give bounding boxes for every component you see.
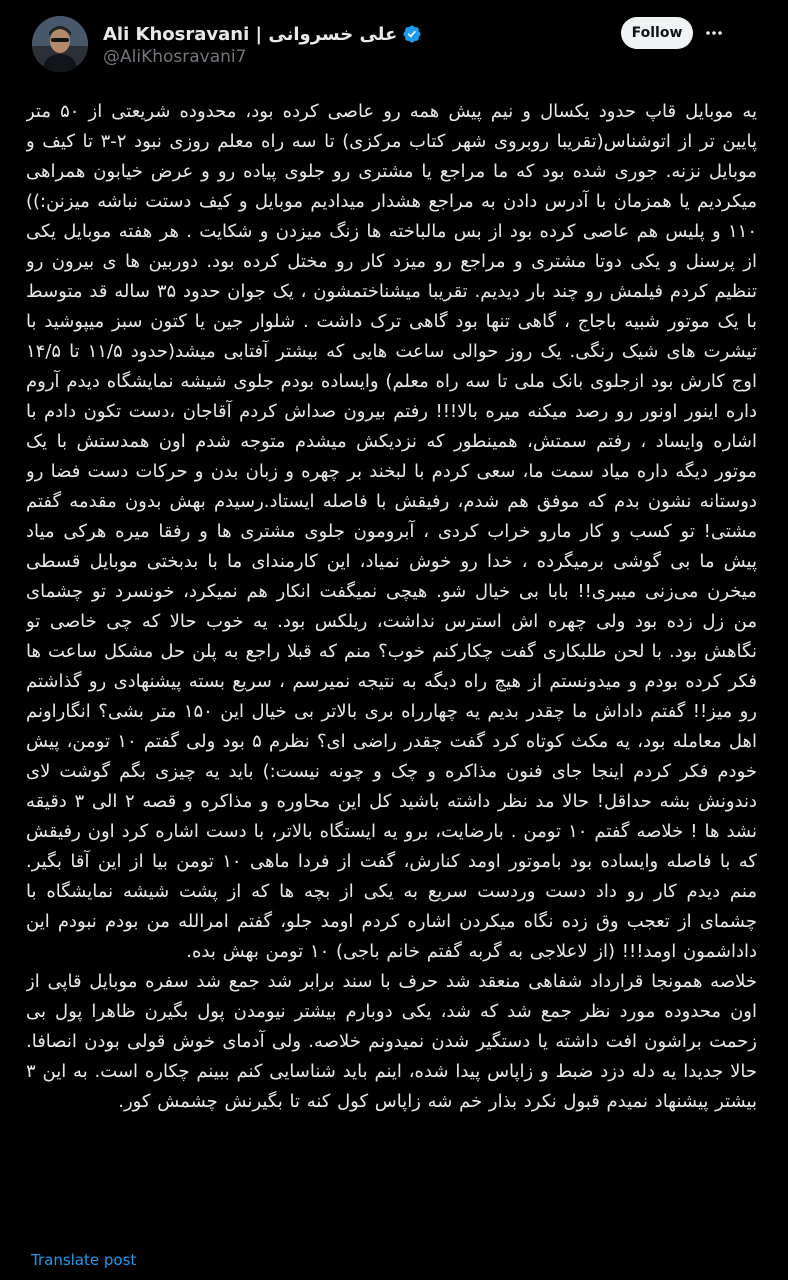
more-options-icon[interactable] [698,17,730,49]
post-paragraph: یه موبایل قاپ حدود یکسال و نیم پیش همه رو عاصی کرده بود، محدوده شریعتی از ۵۰ متر پایین تر از اتوشناس(تقریبا روبروی شهر کتاب مرکزی) تا سه راه معلم روزی نبود ۲-۳ تا کیف و موبایل نزنه. جوری شده بود که ما مراجع یا مشتری رو جلوی پیاده رو و عرض خیابون همراهی میکردیم یا همزمان با آدرس دادن به مراجع هشدار میدادیم موبایل و کیف دستت نباشه میزنن:)) ۱۱۰ و پلیس هم عاصی کرده بود از بس مالباخته ها زنگ میزدن و شکایت . هر هفته موبایل یکی از پرسنل و یکی دوتا مشتری و مراجع رو میزد کار رو مختل کرده بود. دوربین ها ی بیرون رو تنظیم کردم فیلمش رو چند بار دیدیم. تقریبا میشناختمشون ، یک جوان حدود ۳۵ ساله قد متوسط با یک موتور شبیه باجاج ، گاهی تنها بود گاهی ترک داشت . شلوار جین یا کتون سبز میپوشید با تیشرت های شیک رنگی. یک روز حوالی ساعت هایی که بیشتر آفتابی میشد(حدود ۱۱/۵ تا ۱۴/۵ اوج کارش بود ازجلوی بانک ملی تا سه راه معلم) وایساده بودم جلوی شیشه نمایشگاه دیدم آروم داره اینور اونور رو رصد میکنه میره بالا!!! رفتم بیرون صداش کردم آقاجان ،دست تکون دادم با اشاره وایساد ، رفتم سمتش، همینطور که نزدیکش میشدم متوجه شدم اون همدستش با یک موتور دیگه داره میاد سمت ما، سعی کردم با لبخند بر چهره و زبان بدن و حرکات دست فضا رو دوستانه نشون بدم که موفق هم شدم، رفیقش با فاصله ایستاد.رسیدم بهش بدون مقدمه گفتم مشتی! تو کسب و کار مارو خراب کردی ، آبرومون جلوی مشتری ها و رفقا میره هرکی میاد پیش ما بی گوشی برمیگرده ، خدا رو خوش نمیاد، این کارمندای ما با بدبختی موبایل قسطی میخرن می‌زنی میبری!! بابا بی خیال شو. هیچی نمیگفت انکار هم نمیکرد، خونسرد تو چشمای من زل زده بود ولی چهره اش استرس نداشت، ریلکس بود. یه خوب حالا که چی خاصی تو نگاهش بود. با لحن طلبکاری گفت چکارکنم خوب؟ منم که قبلا راجع به پلن حل مشکل ساعت ها فکر کرده بودم و میدونستم از هیچ راه دیگه به نتیجه نمیرسم ، سریع بسته پیشنهادی رو گذاشتم رو میز!! گفتم داداش ما چقدر بدیم یه چهارراه بری بالاتر بی خیال این ۱۵۰ متر بشی؟ انگاراونم اهل معامله بود، یه مکث کوتاه کرد گفت چقدر راضی ای؟ نظرم ۵ بود ولی گفتم ۱۰ تومن، پیش خودم فکر کردم اینجا جای فنون مذاکره و چک و چونه نیست:) باید یه چیزی بگم گوشت لای دندونش بشه حداقل! حالا مد نظر داشته باشید کل این محاوره و مذاکره و قصه ۲ الی ۳ دقیقه نشد ها ! خلاصه گفتم ۱۰ تومن . بارضایت، برو یه ایستگاه بالاتر، با دست اشاره کرد اون رفیقش که با فاصله وایساده بود باموتور اومد کنارش، گفت از فردا ماهی ۱۰ تومن بیا از این آقا بگیر. منم دیدم کار رو داد دست وردست سریع به یکی از بچه ها که از پشت شیشه نمایشگاه با چشمای از تعجب وق زده نگاه میکردن اشاره کردم اومد جلو، گفتم امرالله من بودم نبودم این داداشمون اومد!!! (از لاعلاجی به گربه گفتم خانم باجی) ۱۰ تومن بهش بده. [26,101,757,962]
avatar-image [32,16,88,72]
post-header [0,0,788,100]
post-paragraph: خلاصه همونجا قرارداد شفاهی منعقد شد حرف با سند برابر شد جمع شد سفره موبایل قاپی از اون محدوده مورد نظر جمع شد که شد، یکی دوبارم بیشتر نیومدن پول بگیرن ظاهرا پول بی زحمت براشون افت داشته یا دستگیر شدن نمیدونم خلاصه. ولی آدمای خوش قولی بودن انصافا. حالا جدیدا یه دله دزد ضبط و زاپاس پیدا شده، اینم باید شناسایی کنم ببینم چکاره است. به این ۳ بیشتر پیشنهاد نمیدم قبول نکرد بذار خم شه زاپاس کول کنه تا بگیرنش چشمش کور. [26,971,757,1112]
author-handle[interactable]: @AliKhosravani7 [103,47,247,67]
author-name-line[interactable] [103,22,422,46]
avatar[interactable] [32,16,88,72]
translate-post-link[interactable]: Translate post [31,1251,137,1269]
author-display-name[interactable]: Ali Khosravani | علی خسروانی [103,23,398,45]
follow-button[interactable]: Follow [621,17,693,49]
post-text [26,97,757,1222]
verified-badge-icon [402,24,422,44]
